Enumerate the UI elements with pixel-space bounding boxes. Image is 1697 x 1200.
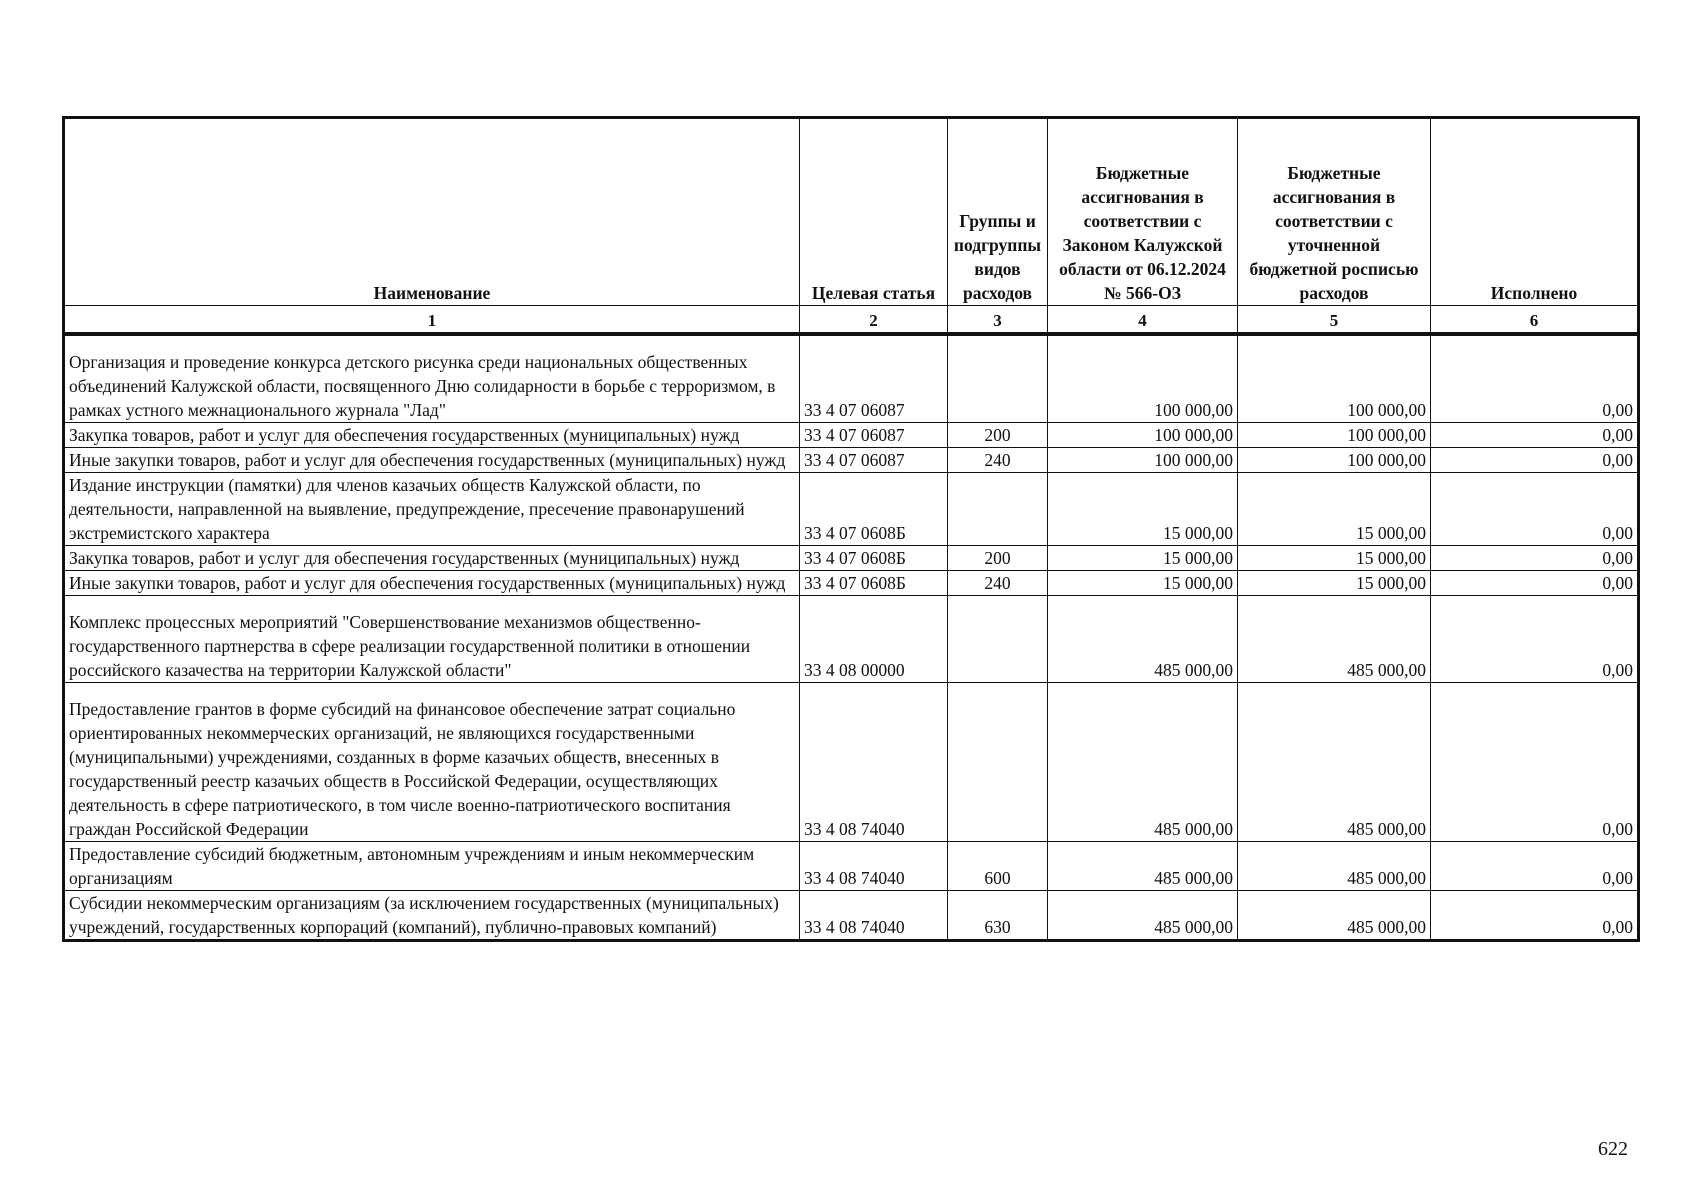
- row-law-amount: 485 000,00: [1048, 596, 1238, 683]
- row-code: 33 4 07 0608Б: [800, 571, 948, 596]
- row-executed-amount: 0,00: [1431, 571, 1639, 596]
- header-executed: Исполнено: [1431, 118, 1639, 306]
- row-law-amount: 485 000,00: [1048, 683, 1238, 842]
- row-executed-amount: 0,00: [1431, 473, 1639, 546]
- header-name: Наименование: [64, 118, 800, 306]
- row-name: Закупка товаров, работ и услуг для обеспечения государственных (муниципальных) нужд: [64, 546, 800, 571]
- table-row: [64, 448, 1639, 473]
- row-law-amount: 100 000,00: [1048, 448, 1238, 473]
- row-executed-amount: 0,00: [1431, 891, 1639, 941]
- row-executed-amount: 0,00: [1431, 596, 1639, 683]
- column-number: 2: [800, 306, 948, 335]
- row-name: Организация и проведение конкурса детского рисунка среди национальных общественных объединений Калужской области, посвященного Дню солидарности в борьбе с терроризмом, в рамках устного межнационального журнала "Лад": [69, 352, 776, 420]
- row-group: [948, 683, 1048, 842]
- row-name: Предоставление грантов в форме субсидий на финансовое обеспечение затрат социально ориентированных некоммерческих организаций, не являющихся государственными (муниципальными) учреждениями, созданных в форме казачьих обществ, внесенных в государственный реестр казачьих обществ в Российской Федерации, осуществляющих деятельность в сфере патриотического, в том числе военно-патриотического воспитания граждан Российской Федерации: [69, 699, 736, 839]
- row-law-amount: 15 000,00: [1048, 571, 1238, 596]
- row-law-amount: 100 000,00: [1048, 423, 1238, 448]
- row-executed-amount: 0,00: [1431, 334, 1639, 423]
- row-refined-amount: 100 000,00: [1238, 334, 1431, 423]
- table-row: [64, 423, 1639, 448]
- row-executed-amount: 0,00: [1431, 423, 1639, 448]
- table-row: [64, 571, 1639, 596]
- row-name: Субсидии некоммерческим организациям (за исключением государственных (муниципальных) учреждений, государственных корпораций (компаний), публично-правовых компаний): [64, 891, 800, 941]
- table-row: [64, 334, 1639, 423]
- row-refined-amount: 485 000,00: [1238, 891, 1431, 941]
- row-group: 630: [948, 891, 1048, 941]
- row-law-amount: 485 000,00: [1048, 842, 1238, 891]
- row-name: Закупка товаров, работ и услуг для обеспечения государственных (муниципальных) нужд: [64, 423, 800, 448]
- row-code: 33 4 08 74040: [800, 842, 948, 891]
- table-row: [64, 473, 1639, 546]
- row-name: Издание инструкции (памятки) для членов казачьих обществ Калужской области, по деятельности, направленной на выявление, предупреждение, пресечение правонарушений экстремистского характера: [64, 473, 800, 546]
- row-law-amount: 15 000,00: [1048, 546, 1238, 571]
- row-code: 33 4 07 06087: [800, 448, 948, 473]
- table-row: [64, 683, 1639, 842]
- row-name: Комплекс процессных мероприятий "Совершенствование механизмов общественно-государственного партнерства в сфере реализации государственной политики в отношении российского казачества на территории Калужской области": [69, 612, 751, 680]
- column-number: 6: [1431, 306, 1639, 335]
- row-refined-amount: 485 000,00: [1238, 596, 1431, 683]
- header-expense-groups: Группы и подгруппы видов расходов: [948, 118, 1048, 306]
- page-number: 622: [1598, 1138, 1628, 1160]
- row-code: 33 4 07 0608Б: [800, 473, 948, 546]
- row-refined-amount: 100 000,00: [1238, 448, 1431, 473]
- row-name: Предоставление субсидий бюджетным, автономным учреждениям и иным некоммерческим организациям: [64, 842, 800, 891]
- row-refined-amount: 15 000,00: [1238, 473, 1431, 546]
- row-executed-amount: 0,00: [1431, 842, 1639, 891]
- column-number-row: [64, 306, 1639, 335]
- row-group: 200: [948, 423, 1048, 448]
- row-law-amount: 15 000,00: [1048, 473, 1238, 546]
- header-row: [64, 118, 1639, 306]
- column-number: 5: [1238, 306, 1431, 335]
- row-code: 33 4 08 00000: [800, 596, 948, 683]
- row-law-amount: 485 000,00: [1048, 891, 1238, 941]
- budget-table: [62, 116, 1640, 942]
- column-number: 3: [948, 306, 1048, 335]
- row-law-amount: 100 000,00: [1048, 334, 1238, 423]
- row-group: 240: [948, 571, 1048, 596]
- row-code: 33 4 07 0608Б: [800, 546, 948, 571]
- table-row: [64, 596, 1639, 683]
- row-code: 33 4 07 06087: [800, 334, 948, 423]
- row-name: Иные закупки товаров, работ и услуг для обеспечения государственных (муниципальных) нужд: [64, 448, 800, 473]
- table-row: [64, 546, 1639, 571]
- row-group: 240: [948, 448, 1048, 473]
- row-executed-amount: 0,00: [1431, 683, 1639, 842]
- row-code: 33 4 08 74040: [800, 683, 948, 842]
- row-refined-amount: 485 000,00: [1238, 683, 1431, 842]
- row-group: [948, 473, 1048, 546]
- row-group: [948, 596, 1048, 683]
- header-target-article: Целевая статья: [800, 118, 948, 306]
- row-group: 600: [948, 842, 1048, 891]
- row-refined-amount: 15 000,00: [1238, 571, 1431, 596]
- table-row: [64, 842, 1639, 891]
- row-code: 33 4 07 06087: [800, 423, 948, 448]
- column-number: 4: [1048, 306, 1238, 335]
- row-executed-amount: 0,00: [1431, 448, 1639, 473]
- column-number: 1: [64, 306, 800, 335]
- row-refined-amount: 100 000,00: [1238, 423, 1431, 448]
- header-refined-appropriations: Бюджетные ассигнования в соответствии с уточненной бюджетной росписью расходов: [1238, 118, 1431, 306]
- row-group: 200: [948, 546, 1048, 571]
- row-refined-amount: 485 000,00: [1238, 842, 1431, 891]
- row-executed-amount: 0,00: [1431, 546, 1639, 571]
- row-group: [948, 334, 1048, 423]
- row-name: Иные закупки товаров, работ и услуг для обеспечения государственных (муниципальных) нужд: [64, 571, 800, 596]
- table-row: [64, 891, 1639, 941]
- row-code: 33 4 08 74040: [800, 891, 948, 941]
- header-law-appropriations: Бюджетные ассигнования в соответствии с Законом Калужской области от 06.12.2024 № 566-ОЗ: [1048, 118, 1238, 306]
- row-refined-amount: 15 000,00: [1238, 546, 1431, 571]
